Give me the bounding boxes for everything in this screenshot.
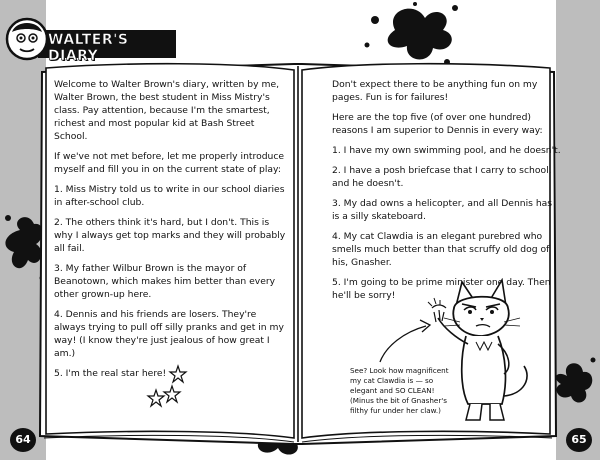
left-paragraph: Welcome to Walter Brown's diary, written by me, Walter Brown, the best student in Miss Mistry's class. Pay attention, because I'm the smartest, richest and most popular kid at Bash Street School. xyxy=(54,79,280,142)
right-paragraph: 5. I'm going to be prime minister one day. Then he'll be sorry! xyxy=(332,277,551,301)
cat-caption: See? Look how magnificent my cat Clawdia is — so elegant and SO CLEAN! (Minus the bit of Gnasher's filthy fur under her claw.) xyxy=(350,366,449,415)
header-title: WALTER'S DIARY xyxy=(48,32,129,64)
diary-header xyxy=(4,10,176,64)
left-paragraph: 1. Miss Mistry told us to write in our school diaries in after-school club. xyxy=(54,184,285,208)
page-number-right: 65 xyxy=(566,428,592,452)
left-page-text xyxy=(54,78,286,387)
stars-doodle xyxy=(144,364,192,408)
left-paragraph: 2. The others think it's hard, but I don't. This is why I always get top marks and they will probably all fail. xyxy=(54,217,286,254)
left-paragraph: 4. Dennis and his friends are losers. They're always trying to pull off silly pranks and get in my way! (I know they're just jealous of how great I am.) xyxy=(54,309,284,359)
left-paragraph: 5. I'm the real star here! xyxy=(54,368,167,379)
page-number-left: 64 xyxy=(10,428,36,452)
right-paragraph: Here are the top five (of over one hundred) reasons I am superior to Dennis in every way: xyxy=(332,112,543,136)
right-paragraph: Don't expect there to be anything fun on my pages. Fun is for failures! xyxy=(332,79,538,103)
left-paragraph: 3. My father Wilbur Brown is the mayor of Beanotown, which makes him better than every other grown-up here. xyxy=(54,263,276,300)
right-paragraph: 3. My dad owns a helicopter, and all Dennis has is a silly skateboard. xyxy=(332,198,553,222)
clawdia-cat-illustration xyxy=(420,278,540,428)
right-paragraph: 1. I have my own swimming pool, and he doesn't. xyxy=(332,145,561,156)
right-page-text xyxy=(332,78,562,309)
right-paragraph: 4. My cat Clawdia is an elegant purebred who smells much better than that scruffy old dog of his, Gnasher. xyxy=(332,231,550,268)
right-paragraph: 2. I have a posh briefcase that I carry to school, and he doesn't. xyxy=(332,165,552,189)
walter-face-icon xyxy=(4,16,50,62)
left-paragraph: If we've not met before, let me properly introduce myself and fill you in on the current state of play: xyxy=(54,151,285,175)
open-book xyxy=(36,58,560,448)
